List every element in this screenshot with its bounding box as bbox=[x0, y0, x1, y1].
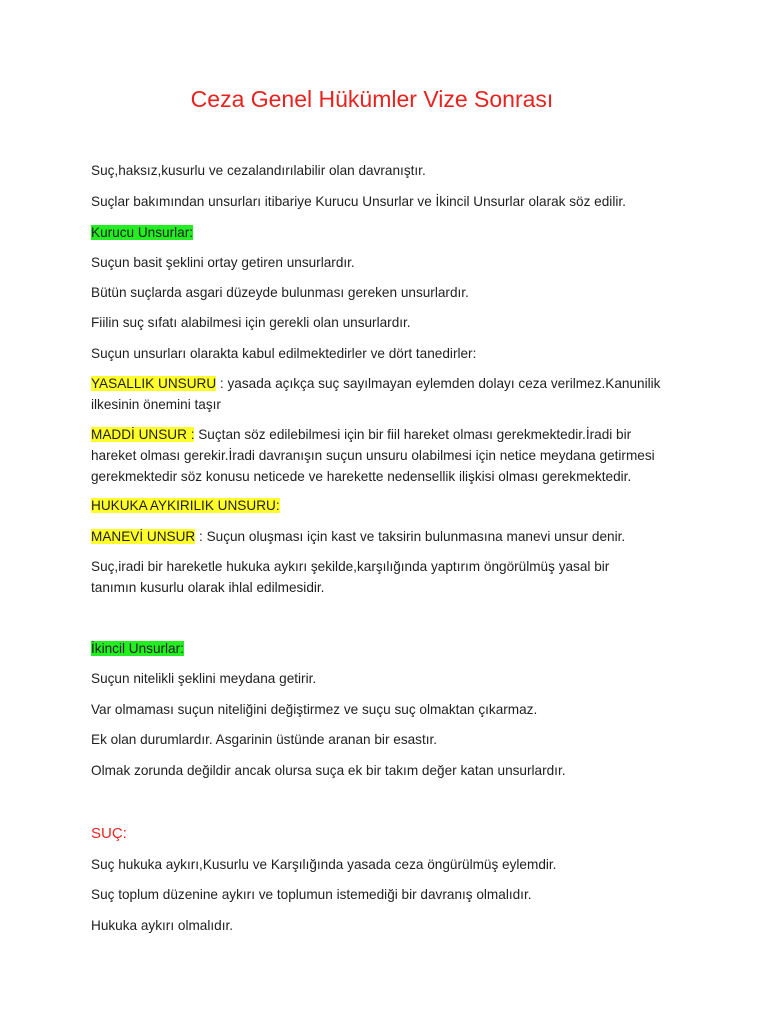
maddi-text: Suçtan söz edilebilmesi için bir fiil hareket olması gerekmektedir.İradi bir bbox=[194, 427, 632, 442]
ikincil-unsurlar-heading bbox=[91, 638, 691, 659]
manevi-label: MANEVİ UNSUR bbox=[91, 529, 196, 544]
suc-item-3: Hukuka aykırı olmalıdır. bbox=[91, 918, 234, 933]
ikincil-item-3: Ek olan durumlardır. Asgarinin üstünde aranan bir esastır. bbox=[91, 732, 438, 747]
maddi-label: MADDİ UNSUR : bbox=[91, 427, 195, 442]
paragraph-unsurlar-intro: Suçlar bakımından unsurları itibariye Kurucu Unsurlar ve İkincil Unsurlar olarak söz edilir. bbox=[91, 194, 626, 209]
ikincil-item-2: Var olmaması suçun niteliğini değiştirmez ve suçu suç olmaktan çıkarmaz. bbox=[91, 702, 538, 717]
ikincil-item-1: Suçun nitelikli şeklini meydana getirir. bbox=[91, 671, 317, 686]
maddi-text-3: gerekmektedir söz konusu neticede ve harekette nedensellik ilişkisi olması gerekmektedir. bbox=[91, 469, 632, 484]
suc-heading: SUÇ: bbox=[91, 825, 127, 842]
suc-item-2: Suç toplum düzenine aykırı ve toplumun istemediği bir davranış olmalıdır. bbox=[91, 887, 532, 902]
maddi-text-2: hareket olması gerekir.İradi davranışın suçun unsuru olabilmesi için netice meydana getirmesi bbox=[91, 448, 655, 463]
suc-tanim-paragraph bbox=[91, 556, 691, 598]
kurucu-heading-text: Kurucu Unsurlar: bbox=[91, 225, 193, 240]
yasallik-text-2: ilkesinin önemini taşır bbox=[91, 397, 221, 412]
yasallik-label: YASALLIK UNSURU bbox=[91, 376, 217, 391]
suc-item-1: Suç hukuka aykırı,Kusurlu ve Karşılığında yasada ceza öngürülmüş eylemdir. bbox=[91, 857, 557, 872]
manevi-paragraph bbox=[91, 526, 691, 547]
kurucu-unsurlar-heading bbox=[91, 222, 691, 243]
kurucu-item-4: Suçun unsurları olarakta kabul edilmektedirler ve dört tanedirler: bbox=[91, 346, 477, 361]
document-title: Ceza Genel Hükümler Vize Sonrası bbox=[190, 86, 554, 112]
kurucu-item-1: Suçun basit şeklini ortay getiren unsurlardır. bbox=[91, 255, 355, 270]
ikincil-heading-text: İkincil Unsurlar: bbox=[91, 641, 184, 656]
suc-tanim-text: Suç,iradi bir hareketle hukuka aykırı şekilde,karşılığında yaptırım öngörülmüş yasal bir bbox=[91, 559, 610, 574]
kurucu-item-3: Fiilin suç sıfatı alabilmesi için gerekli olan unsurlardır. bbox=[91, 315, 411, 330]
maddi-paragraph bbox=[91, 424, 691, 487]
kurucu-item-2: Bütün suçlarda asgari düzeyde bulunması gereken unsurlardır. bbox=[91, 285, 469, 300]
ikincil-item-4: Olmak zorunda değildir ancak olursa suça ek bir takım değer katan unsurlardır. bbox=[91, 763, 566, 778]
paragraph-definition: Suç,haksız,kusurlu ve cezalandırılabilir olan davranıştır. bbox=[91, 163, 426, 178]
manevi-text: : Suçun oluşması için kast ve taksirin bulunmasına manevi unsur denir. bbox=[195, 529, 626, 544]
yasallik-text: : yasada açıkça suç sayılmayan eylemden dolayı ceza verilmez.Kanunilik bbox=[216, 376, 661, 391]
yasallik-paragraph bbox=[91, 373, 691, 415]
suc-tanim-text-2: tanımın kusurlu olarak ihlal edilmesidir. bbox=[91, 580, 325, 595]
hukuka-aykirilik-paragraph bbox=[91, 495, 691, 516]
hukuka-aykirilik-label: HUKUKA AYKIRILIK UNSURU: bbox=[91, 498, 280, 513]
